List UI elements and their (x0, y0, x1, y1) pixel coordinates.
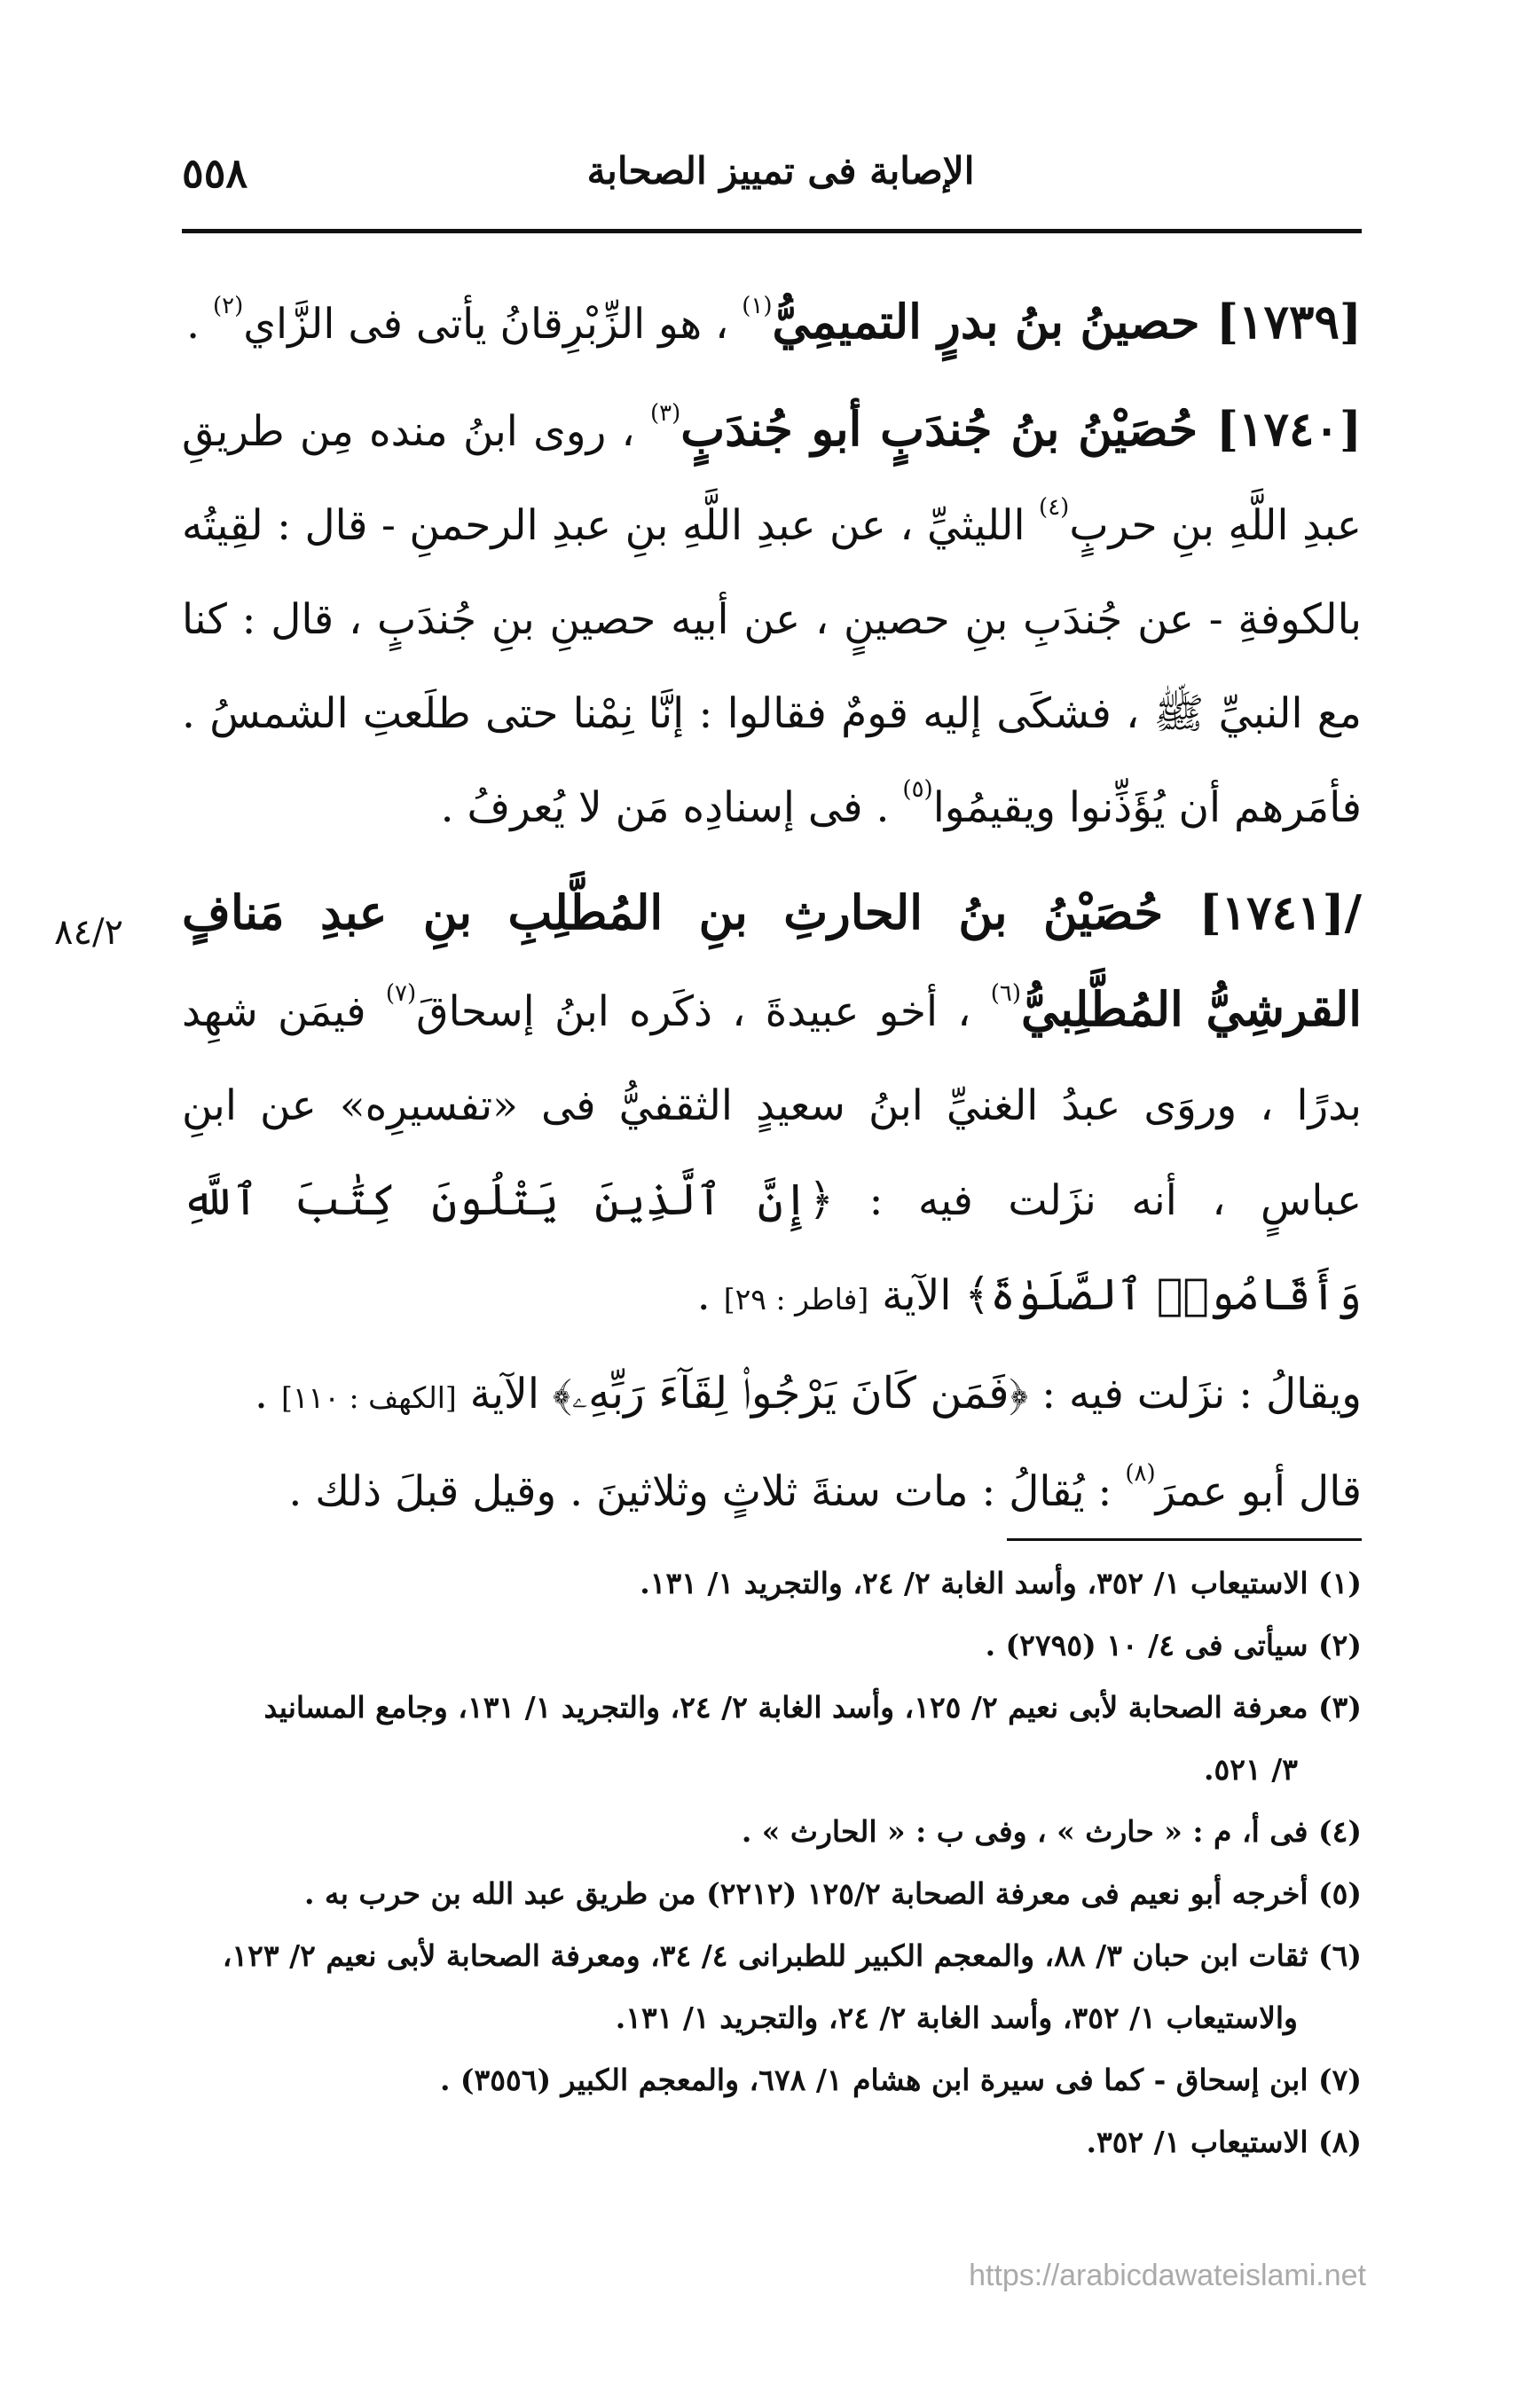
footnote-3: (٣) معرفة الصحابة لأبى نعيم ٢/ ١٢٥، وأسد الغابة ٢/ ٢٤، والتجريد ١/ ١٣١، وجامع المسانيد (263, 1690, 1362, 1725)
entry-text: . (696, 1271, 711, 1320)
surah-reference: [الكهف : ١١٠] (280, 1380, 457, 1415)
footnote-separator (1007, 1538, 1362, 1541)
entry-text: الآية (469, 1370, 539, 1419)
footnote-marker: (٢) (212, 293, 244, 319)
footnote-2: (٢) سيأتى فى ٤/ ١٠ (٢٧٩٥) . (985, 1628, 1362, 1662)
footnote-7: (٧) ابن إسحاق - كما فى سيرة ابن هشام ١/ ٦٧٨، والمعجم الكبير (٣٥٥٦) . (439, 2063, 1362, 2097)
footnote-marker: (٨) (1125, 1460, 1156, 1487)
entry-text: . فى إسنادِه مَن لا يُعرفُ . (440, 783, 890, 832)
entry-text: الليثيِّ ، عن عبدِ اللَّهِ بنِ عبدِ الرحمنِ - قال : لقِيتُه بالكوفةِ - عن جُندَبِ بنِ حصينٍ ، عن أبيه حصينِ بنِ جُندَبٍ ، قال : كنا مع النبيِّ ﷺ ، فشكَى إليه قومٌ فقالوا : إنَّا نِمْنا حتى طلَعتِ الشمسُ . فأمَرهم أن يُؤَذِّنوا ويقيمُوا (182, 501, 1362, 832)
header-rule (182, 229, 1362, 233)
entry-text: ويقالُ : نزَلت فيه : (1041, 1370, 1362, 1419)
footnote-marker: (٤) (1039, 494, 1070, 521)
footnotes (182, 1552, 1362, 2173)
watermark-url: https://arabicdawateislami.net (969, 2259, 1366, 2292)
entry-1741-para-2 (182, 1347, 1362, 1445)
quran-verse: ﴿فَمَن كَانَ يَرْجُوا۟ لِقَآءَ رَبِّهِۦ﴾ (552, 1368, 1029, 1419)
entry-text: : يُقالُ : مات سنةَ ثلاثٍ وثلاثينَ . وقيل قبلَ ذلك . (288, 1467, 1112, 1516)
entry-heading: [١٧٣٩] حصينُ بنُ بدرٍ التميمِيُّ (772, 295, 1362, 350)
footnote-3-continued: ٣/ ٥٢١. (1204, 1752, 1298, 1787)
footnote-marker: (٧) (385, 980, 417, 1007)
footnote-1: (١) الاستيعاب ١/ ٣٥٢، وأسد الغابة ٢/ ٢٤، والتجريد ١/ ١٣١. (640, 1566, 1362, 1600)
margin-volume-page-ref: ٨٤/٢ (54, 912, 123, 953)
entry-1739 (182, 275, 1362, 372)
entry-heading: /[١٧٤١] حُصَيْنُ بنُ الحارثِ بنِ المُطَّلِبِ بنِ عبدِ مَنافٍ القرشِيُّ المُطَّلِبيُّ (182, 885, 1362, 1037)
footnote-8: (٨) الاستيعاب ١/ ٣٥٢. (1086, 2125, 1362, 2159)
running-title: الإصابة فى تمييز الصحابة (586, 149, 975, 193)
footnote-6-continued: والاستيعاب ١/ ٣٥٢، وأسد الغابة ٢/ ٢٤، والتجريد ١/ ١٣١. (615, 2000, 1298, 2035)
surah-reference: [فاطر : ٢٩] (723, 1282, 869, 1316)
entry-text: ، روى ابنُ منده مِن طريقِ عبدِ اللَّهِ بنِ حربٍ (182, 407, 1362, 550)
footnote-marker: (٦) (990, 980, 1021, 1007)
footnote-marker: (٣) (649, 400, 681, 427)
entry-text: . (186, 300, 200, 349)
entry-1741-para-3 (182, 1445, 1362, 1539)
entry-text: قال أبو عمرَ (1155, 1467, 1362, 1516)
entry-1741 (182, 866, 1362, 1347)
entry-text: . (255, 1370, 268, 1419)
page-number: ٥٥٨ (182, 149, 248, 197)
footnote-marker: (٥) (902, 776, 933, 803)
quran-verse: ﴿إِنَّ ٱلَّذِينَ يَتْلُونَ كِتَٰبَ ٱللَّهِ وَأَقَامُوا۟ ٱلصَّلَوٰةَ﴾ (182, 1175, 1362, 1320)
entry-1740 (182, 382, 1362, 855)
footnote-6: (٦) ثقات ابن حبان ٣/ ٨٨، والمعجم الكبير للطبرانى ٤/ ٣٤، ومعرفة الصحابة لأبى نعيم ٢/ ١٢٣، (222, 1938, 1362, 1973)
footnote-marker: (١) (742, 293, 773, 319)
entry-heading: [١٧٤٠] حُصَيْنُ بنُ جُندَبٍ أبو جُندَبٍ (680, 402, 1362, 457)
footnote-5: (٥) أخرجه أبو نعيم فى معرفة الصحابة ١٢٥/٢ (٢٢١٢) من طريق عبد الله بن حرب به . (304, 1876, 1362, 1911)
footnote-4: (٤) فى أ، م : « حارث » ، وفى ب : « الحارث » . (741, 1814, 1362, 1849)
main-text (182, 264, 1362, 1539)
entry-text: فيمَن شهِد بدرًا ، وروَى عبدُ الغنيِّ ابنُ سعيدٍ الثقفيُّ فى «تفسيرِه» عن ابنِ عباسٍ ، أنه نزَلت فيه : (182, 987, 1362, 1225)
entry-text: ، أخو عبيدةَ ، ذكَره ابنُ إسحاقَ (416, 987, 971, 1036)
entry-text: ، هو الزِّبْرِقانُ يأتى فى الزَّاي (243, 300, 729, 349)
entry-text: الآية (882, 1271, 952, 1320)
